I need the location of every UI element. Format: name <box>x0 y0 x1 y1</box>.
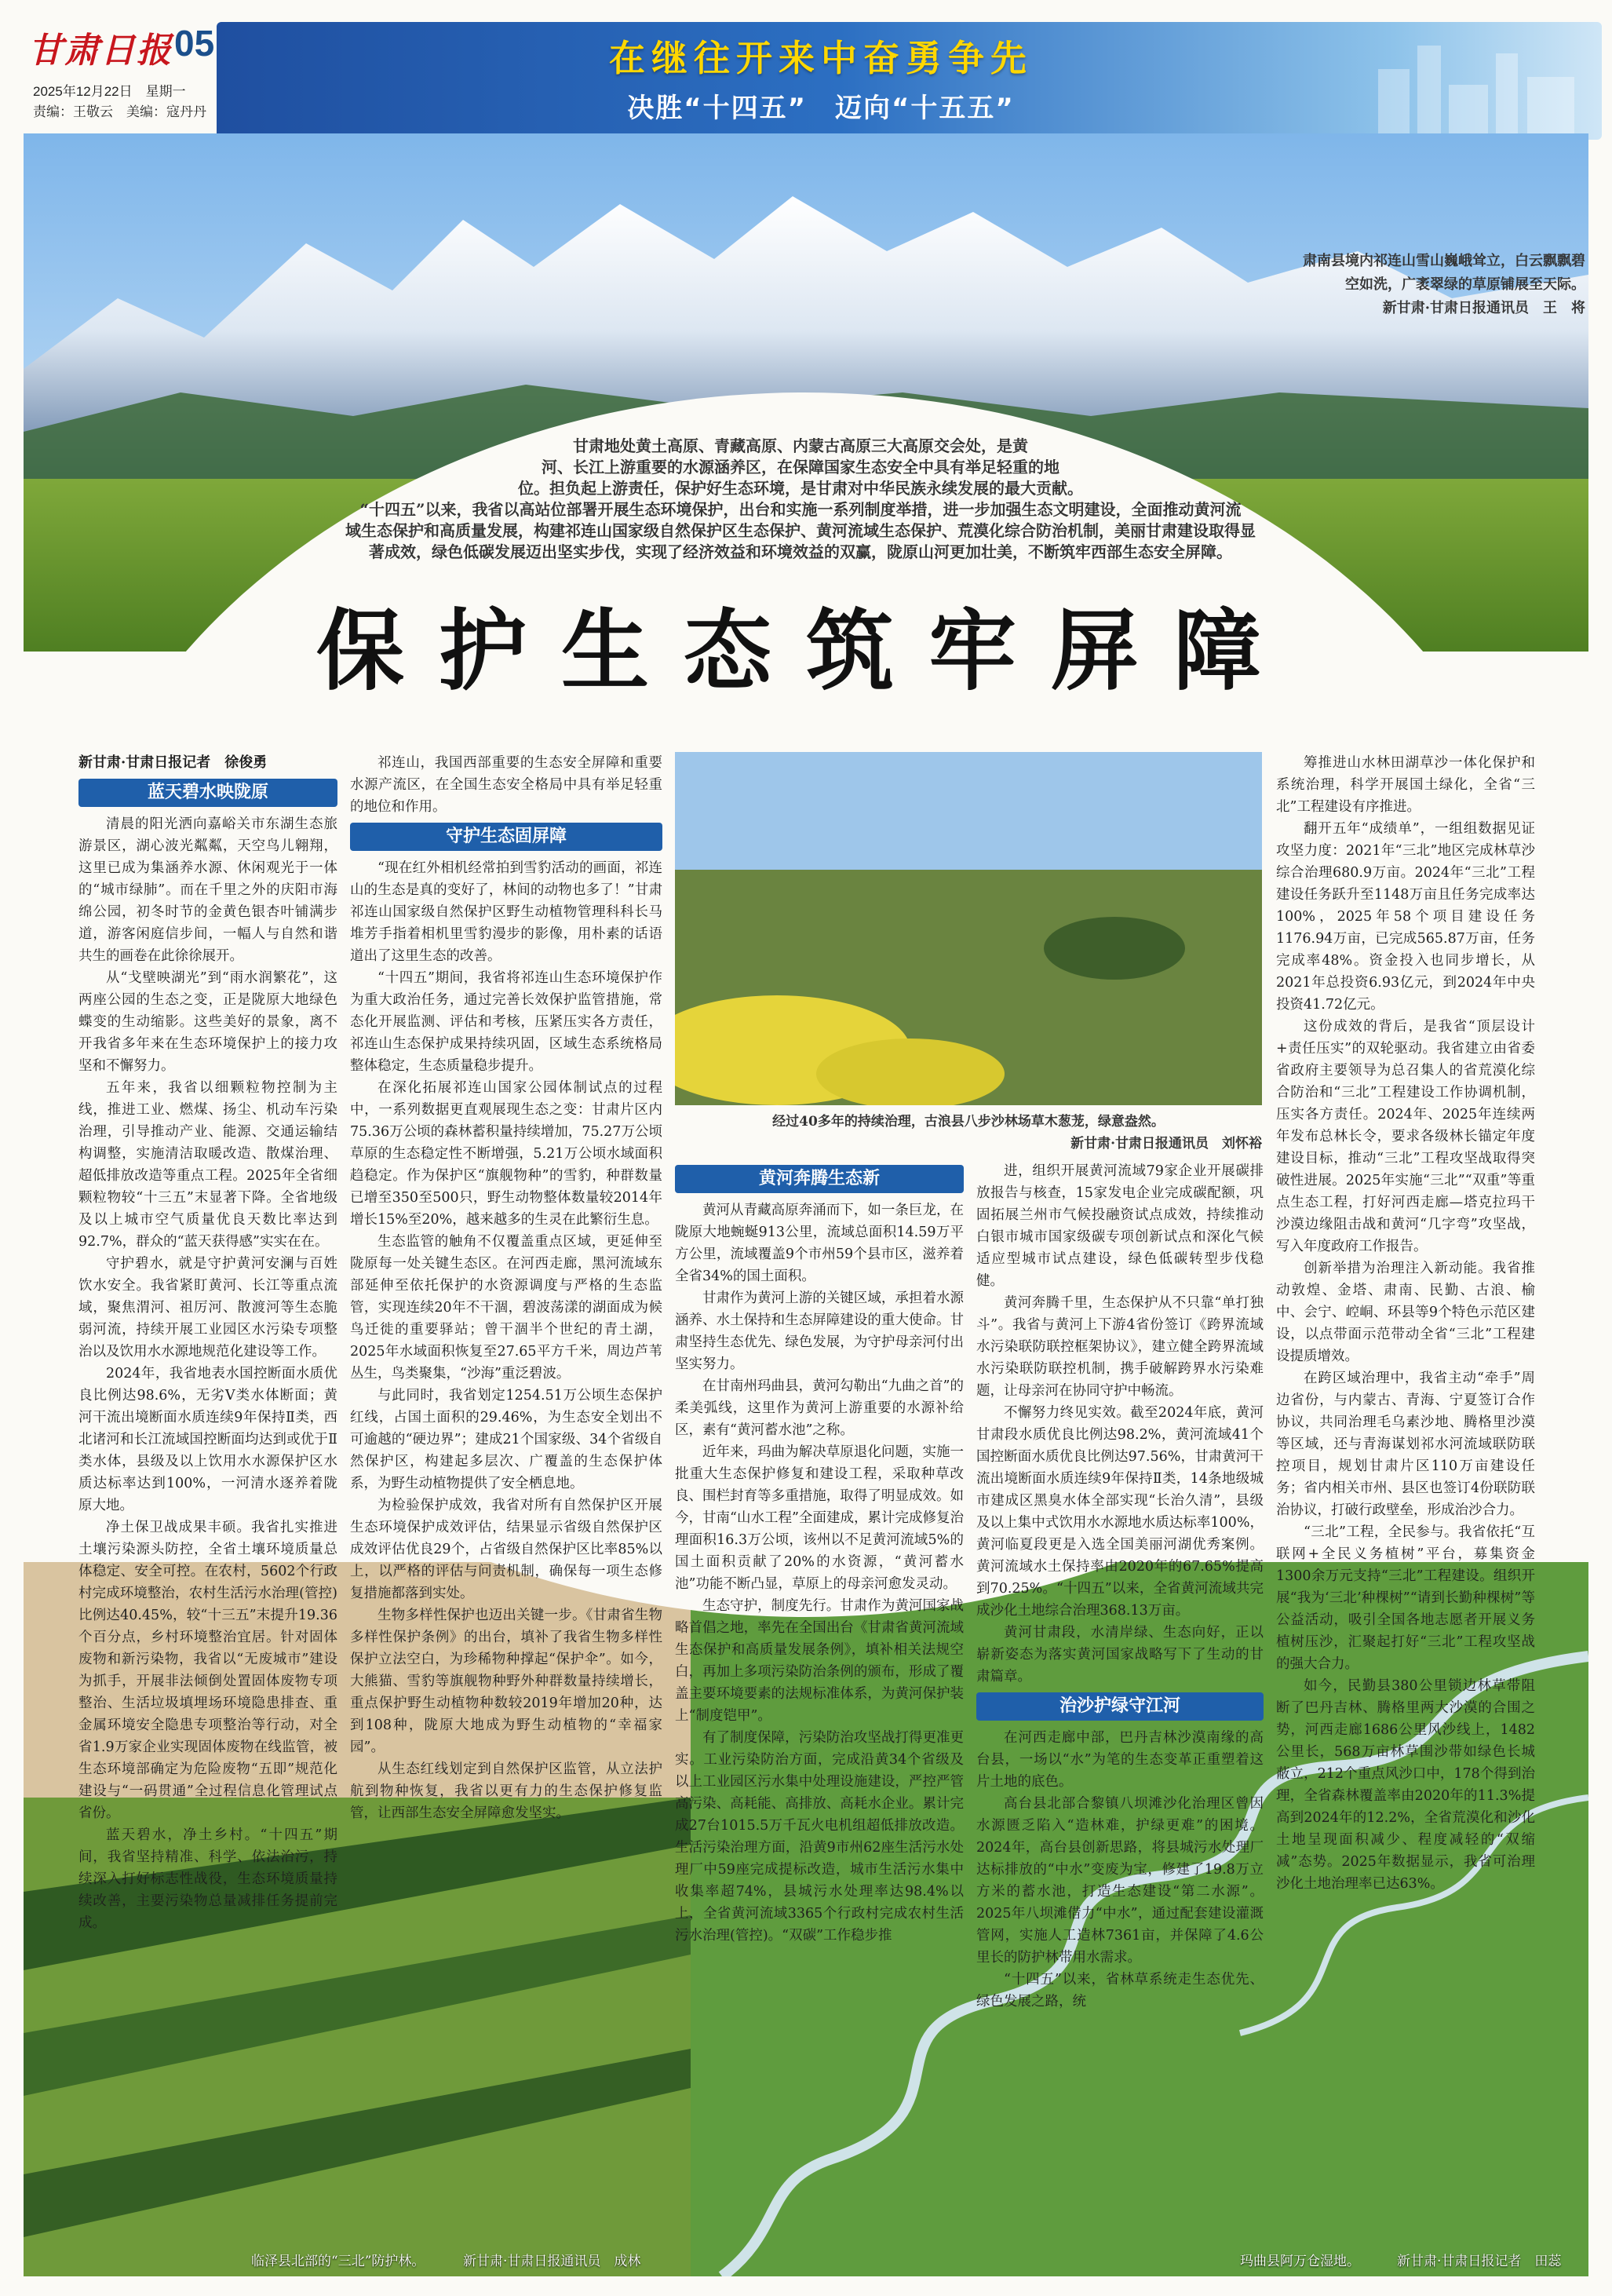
hero-caption-line: 空如洗，广袤翠绿的草原铺展至天际。 <box>1345 276 1585 293</box>
article-paragraph: 在深化拓展祁连山国家公园体制试点的过程中，一系列数据更直观展现生态之变：甘肃片区内75.36万公顷的森林蓄积量持续增加，75.27万公顷草原的生态稳定性不断增强，5.21万公顷水域面积趋稳定。作为保护区“旗舰物种”的雪豹，种群数量已增至350至500只，野生动物整体数量较2014年增长15%至20%，越来越多的生灵在此繁衍生息。 <box>350 1080 662 1228</box>
article-paragraph: 不懈努力终见实效。截至2024年底，黄河甘肃段水质优良比例达98.2%，黄河流域41个国控断面水质优良比例达97.56%，甘肃黄河干流出境断面水质连续9年保持Ⅱ类，14条地级城市建成区黑臭水体全部实现“长治久清”，县级及以上集中式饮用水水源地水质达标率100%，黄河临夏段更是入选全国美丽河湖优秀案例。黄河流域水土保持率由2020年的67.65%提高到70.25%。“十四五”以来，全省黄河流域共完成沙化土地综合治理368.13万亩。 <box>976 1405 1264 1619</box>
article-paragraph: 蓝天碧水，净土乡村。“十四五”期间，我省坚持精准、科学、依法治污，持续深入打好标志性战役，生态环境质量持续改善，主要污染物总量减排任务提前完成。 <box>78 1827 337 1931</box>
article-paragraph: 进，组织开展黄河流域79家企业开展碳排放报告与核查，15家发电企业完成碳配额，巩固拓展兰州市气候投融资试点成效，持续推动白银市城市国家级碳专项创新试点和深化气候适应型城市试点建设，绿色低碳转型步伐稳健。 <box>976 1163 1264 1289</box>
article-paragraph: 五年来，我省以细颗粒物控制为主线，推进工业、燃煤、扬尘、机动车污染治理，引导推动产业、能源、交通运输结构调整，实施清洁取暖改造、散煤治理、超低排放改造等重点工程。2025年全省细颗粒物较“十三五”末显著下降。全省地级及以上城市空气质量优良天数比率达到92.7%，群众的“蓝天获得感”实实在在。 <box>78 1080 337 1250</box>
paragraph-list <box>976 1160 1264 1688</box>
article-column-3 <box>675 1160 964 1947</box>
mid-photo-caption: 经过40多年的持续治理，古浪县八步沙林场草木葱茏，绿意盎然。 <box>772 1114 1165 1130</box>
article-column-1 <box>78 752 337 1934</box>
building-decoration <box>1496 53 1518 140</box>
section-heading: 蓝天碧水映陇原 <box>78 779 337 807</box>
article-paragraph: “十四五”期间，我省将祁连山生态环境保护作为重大政治任务，通过完善长效保护监管措施，常态化开展监测、评估和考核，压紧压实各方责任，祁连山生态保护成果持续巩固，区域生态系统格局整体稳定，生态质量稳步提升。 <box>350 970 662 1074</box>
article-paragraph: 2024年，我省地表水国控断面水质优良比例达98.6%，无劣Ⅴ类水体断面；黄河干流出境断面水质连续9年保持Ⅱ类，西北诸河和长江流域国控断面均达到或优于Ⅱ类水体，县级及以上饮用水水源保护区水质达标率达到100%，一河清水逐养着陇原大地。 <box>78 1366 337 1513</box>
hero-credit: 新甘肃·甘肃日报通讯员 王 将 <box>1382 300 1585 316</box>
section-heading: 黄河奔腾生态新 <box>675 1165 964 1193</box>
intro-line: 河、长江上游重要的水源涵养区，在保障国家生态安全中具有举足轻重的地 <box>542 458 1059 476</box>
intro-line: 位。担负起上游责任，保护好生态环境，是甘肃对中华民族永续发展的最大贡献。 <box>518 479 1083 498</box>
byline: 新甘肃·甘肃日报记者 徐俊勇 <box>78 754 268 771</box>
mid-photo <box>675 752 1262 1105</box>
article-paragraph: 为检验保护成效，我省对所有自然保护区开展生态环境保护成效评估，结果显示省级自然保护区成效评估优良29个，占省级自然保护区比率85%以上，以严格的评估与问责机制，确保每一项生态修复措施都落到实处。 <box>350 1498 662 1601</box>
banner-title: 在继往开来中奋勇争先 <box>609 37 1033 79</box>
article-paragraph: 翻开五年“成绩单”，一组组数据见证攻坚力度：2021年“三北”地区完成林草沙综合治理680.9万亩。2024年“三北”工程建设任务跃升至1148万亩且任务完成率达100%，2025年58个项目建设任务1176.94万亩，已完成565.87万亩，任务完成率48%。资金投入也同步增长，从2021年总投资6.93亿元，到2024年中央投资41.72亿元。 <box>1276 821 1535 1013</box>
article-paragraph: 在甘南州玛曲县，黄河勾勒出“九曲之首”的柔美弧线，这里作为黄河上游重要的水源补给区，素有“黄河蓄水池”之称。 <box>675 1378 964 1438</box>
article-paragraph: 生物多样性保护也迈出关键一步。《甘肃省生物多样性保护条例》的出台，填补了我省生物多样性保护立法空白，为珍稀物种撑起“保护伞”。如今，大熊猫、雪豹等旗舰物种野外种群数量持续增长，重点保护野生动植物种数较2019年增加20种，达到108种，陇原大地成为野生动植物的“幸福家园”。 <box>350 1608 662 1755</box>
article-paragraph: 甘肃作为黄河上游的关键区域，承担着水源涵养、水土保持和生态屏障建设的重大使命。甘肃坚持生态优先、绿色发展，为守护母亲河付出坚实努力。 <box>675 1290 964 1372</box>
intro-line: 域生态保护和高质量发展，构建祁连山国家级自然保护区生态保护、黄河流域生态保护、荒漠化综合防治机制，美丽甘肃建设取得显 <box>345 521 1256 540</box>
article-paragraph: 黄河从青藏高原奔涌而下，如一条巨龙，在陇原大地蜿蜒913公里，流域总面积14.59万平方公里，流域覆盖9个市州59个县市区，滋养着全省34%的国土面积。 <box>675 1203 964 1284</box>
paragraph-list <box>675 1199 964 1947</box>
hero-caption-line: 肃南县境内祁连山雪山巍峨耸立，白云飘飘碧 <box>1303 253 1585 269</box>
paragraph-list <box>1276 752 1535 1895</box>
bottom-left-credit: 新甘肃·甘肃日报通讯员 成林 <box>463 2254 641 2269</box>
banner <box>217 22 1602 140</box>
article-column-2 <box>350 752 662 1824</box>
article-paragraph: 有了制度保障，污染防治攻坚战打得更准更实。工业污染防治方面，完成沿黄34个省级及以上工业园区污水集中处理设施建设，严控严管高污染、高耗能、高排放、高耗水企业。累计完成27台1015.5万千瓦火电机组超低排放改造。生活污染治理方面，沿黄9市州62座生活污水处理厂中59座完成提标改造，城市生活污水集中收集率超74%，县城污水处理率达98.4%以上，全省黄河流域3365个行政村完成农村生活污水治理(管控)。“双碳”工作稳步推 <box>675 1730 964 1944</box>
article-paragraph: 生态监管的触角不仅覆盖重点区域，更延伸至陇原每一处关键生态区。在河西走廊，黑河流域东部延伸至依托保护的水资源调度与严格的生态监管，实现连续20年不干涸，碧波荡漾的湖面成为候鸟迁徙的重要驿站；曾干涸半个世纪的青土湖，2025年水域面积恢复至27.65平方千米，周边芦苇丛生，鸟类聚集，“沙海”重泛碧波。 <box>350 1234 662 1382</box>
article-column-4 <box>976 1160 1264 2013</box>
bottom-right-credit: 新甘肃·甘肃日报记者 田蕊 <box>1397 2254 1562 2269</box>
building-decoration <box>1527 77 1574 140</box>
paragraph-list <box>976 1727 1264 2013</box>
paragraph-list <box>78 813 337 1934</box>
dateline: 2025年12月22日 星期一 <box>33 84 186 99</box>
intro-lead <box>259 436 1342 563</box>
article-paragraph: “十四五”以来，省林草系统走生态优先、绿色发展之路，统 <box>976 1972 1264 2009</box>
building-decoration <box>1449 85 1488 140</box>
section-heading: 守护生态固屏障 <box>350 823 662 851</box>
article-paragraph: 如今，民勤县380公里锁边林草带阻断了巴丹吉林、腾格里两大沙漠的合围之势，河西走廊1686公里风沙线上，1482公里长，568万亩林草围沙带如绿色长城蔽立，212个重点风沙口中，178个得到治理，全省森林覆盖率由2020年的11.3%提高到2024年的12.2%，全省荒漠化和沙化土地呈现面积减少、程度减轻的“双缩减”态势。2025年数据显示，我省可治理沙化土地治理率已达63%。 <box>1276 1678 1535 1892</box>
mid-photo-credit: 新甘肃·甘肃日报通讯员 刘怀裕 <box>1070 1136 1262 1152</box>
article-paragraph: 从“戈壁映湖光”到“雨水润繁花”，这两座公园的生态之变，正是陇原大地绿色蝶变的生动缩影。这些美好的景象，离不开我省多年来在生态环境保护上的接力攻坚和不懈努力。 <box>78 970 337 1074</box>
article-paragraph: 与此同时，我省划定1254.51万公顷生态保护红线，占国土面积的29.46%，为生态安全划出不可逾越的“硬边界”；建成21个国家级、34个省级自然保护区，构建起多层次、广覆盖的生态保护体系，为野生动植物提供了安全栖息地。 <box>350 1388 662 1491</box>
article-paragraph: “现在红外相机经常拍到雪豹活动的画面，祁连山的生态是真的变好了，林间的动物也多了！”甘肃祁连山国家级自然保护区野生动植物管理科科长马堆芳手指着相机里雪豹漫步的影像，用朴素的话语道出了这里生态的改善。 <box>350 860 662 964</box>
paragraph-list <box>350 857 662 1824</box>
article-paragraph: “三北”工程，全民参与。我省依托“互联网+全民义务植树”平台，募集资金1300余万元支持“三北”工程建设。组织开展“我为‘三北’种棵树”“请到长勤种棵树”等公益活动，吸引全国各地志愿者开展义务植树压沙，汇聚起打好“三北”工程攻坚战的强大合力。 <box>1276 1524 1535 1672</box>
intro-line: 甘肃地处黄土高原、青藏高原、内蒙古高原三大高原交会处，是黄 <box>573 436 1028 455</box>
article-paragraph: 黄河奔腾千里，生态保护从不只靠“单打独斗”。我省与黄河上下游4省份签订《跨界流域水污染联防联控框架协议》，建立健全跨界流域水污染联防联控机制，携手破解跨界水污染难题，让母亲河在协同守护中畅流。 <box>976 1295 1264 1399</box>
article-paragraph: 祁连山，我国西部重要的生态安全屏障和重要水源产流区，在全国生态安全格局中具有举足轻重的地位和作用。 <box>350 755 662 815</box>
article-paragraph: 近年来，玛曲为解决草原退化问题，实施一批重大生态保护修复和建设工程，采取种草改良、围栏封育等多重措施，取得了明显成效。如今，甘南“山水工程”全面建成，累计完成修复治理面积16.3万公顷，该州以不足黄河流域5%的国土面积贡献了20%的水资源，“黄河蓄水池”功能不断凸显，草原上的母亲河愈发灵动。 <box>675 1444 964 1592</box>
bottom-left-caption: 临泽县北部的“三北”防护林。 <box>251 2254 425 2269</box>
article-paragraph: 在河西走廊中部，巴丹吉林沙漠南缘的高台县，一场以“水”为笔的生态变革正重塑着这片土地的底色。 <box>976 1730 1264 1790</box>
article-paragraph: 从生态红线划定到自然保护区监管，从立法护航到物种恢复，我省以更有力的生态保护修复监管，让西部生态安全屏障愈发坚实。 <box>350 1761 662 1821</box>
editors-line: 责编：王敬云 美编：寇丹丹 <box>33 104 206 119</box>
newspaper-logo: 甘肃日报 <box>28 31 173 71</box>
banner-subtitle: 决胜“十四五” 迈向“十五五” <box>627 93 1015 124</box>
intro-line: 著成效，绿色低碳发展迈出坚实步伐，实现了经济效益和环境效益的双赢，陇原山河更加壮美，不断筑牢西部生态安全屏障。 <box>369 542 1232 561</box>
section-heading: 治沙护绿守江河 <box>976 1692 1264 1721</box>
bottom-right-caption: 玛曲县阿万仓湿地。 <box>1240 2254 1360 2269</box>
article-paragraph: 生态守护，制度先行。甘肃作为黄河国家战略首倡之地，率先在全国出台《甘肃省黄河流域生态保护和高质量发展条例》，填补相关法规空白，再加上多项污染防治条例的颁布，形成了覆盖主要环境要素的法规标准体系，为黄河保护装上“制度铠甲”。 <box>675 1598 964 1724</box>
page-headline: 保护生态筑牢屏障 <box>316 600 1296 703</box>
article-paragraph: 清晨的阳光洒向嘉峪关市东湖生态旅游景区，湖心波光粼粼，天空鸟儿翱翔，这里已成为集涵养水源、休闲观光于一体的“城市绿肺”。而在千里之外的庆阳市海绵公园，初冬时节的金黄色银杏叶铺满步道，游客闲庭信步间，一幅人与自然和谐共生的画卷在此徐徐展开。 <box>78 816 337 964</box>
article-paragraph: 创新举措为治理注入新动能。我省推动敦煌、金塔、肃南、民勤、古浪、榆中、会宁、崆峒、环县等9个特色示范区建设，以点带面示范带动全省“三北”工程建设提质增效。 <box>1276 1261 1535 1364</box>
article-paragraph: 在跨区域治理中，我省主动“牵手”周边省份，与内蒙古、青海、宁夏签订合作协议，共同治理毛乌素沙地、腾格里沙漠等区域，还与青海谋划祁水河流域联防联控项目，规划甘肃片区110万亩建设任务；省内相关市州、县区也签订4份联防联治协议，打破行政壁垒，形成治沙合力。 <box>1276 1371 1535 1518</box>
page-number: 05 <box>174 23 215 64</box>
article-paragraph: 净土保卫战成果丰硕。我省扎实推进土壤污染源头防控，全省土壤环境质量总体稳定、安全可控。在农村，5602个行政村完成环境整治，农村生活污水治理(管控)比例达40.45%，较“十三五”末提升19.36个百分点，乡村环境整治宜居。针对固体废物和新污染物，我省以“无废城市”建设为抓手，开展非法倾倒处置固体废物专项整治、生活垃圾填埋场环境隐患排查、重金属环境安全隐患专项整治等行动，对全省1.9万家企业实现固体废物在线监管，被生态环境部确定为危险废物“五即”规范化建设与“一码贯通”全过程信息化管理试点省份。 <box>78 1520 337 1821</box>
article-paragraph: 筹推进山水林田湖草沙一体化保护和系统治理，科学开展国土绿化，全省“三北”工程建设有序推进。 <box>1276 755 1535 815</box>
intro-line: “十四五”以来，我省以高站位部署开展生态环境保护，出台和实施一系列制度举措，进一步加强生态文明建设，全面推动黄河流 <box>359 500 1242 519</box>
paragraph-list <box>350 752 662 818</box>
article-paragraph: 高台县北部合黎镇八坝滩沙化治理区曾因水源匮乏陷入“造林难，护绿更难”的困境。2024年，高台县创新思路，将县城污水处理厂达标排放的“中水”变废为宝，修建了19.8万立方米的蓄水池，打造生态建设“第二水源”。2025年八坝滩借力“中水”，通过配套建设灌溉管网，实施人工造林7361亩，并保障了4.6公里长的防护林带用水需求。 <box>976 1796 1264 1966</box>
hero-caption <box>1271 250 1585 320</box>
article-paragraph: 黄河甘肃段，水清岸绿、生态向好，正以崭新姿态为落实黄河国家战略写下了生动的甘肃篇章。 <box>976 1625 1264 1685</box>
forest-farm-illustration <box>675 752 1262 1105</box>
building-decoration <box>1417 46 1441 140</box>
building-decoration <box>1378 69 1410 140</box>
article-paragraph: 守护碧水，就是守护黄河安澜与百姓饮水安全。我省紧盯黄河、长江等重点流域，聚焦渭河、祖厉河、散渡河等生态脆弱河流，持续开展工业园区水污染专项整治以及饮用水水源地规范化建设等工作。 <box>78 1256 337 1360</box>
article-paragraph: 这份成效的背后，是我省“顶层设计+责任压实”的双轮驱动。我省建立由省委省政府主要领导为总召集人的省荒漠化综合防治和“三北”工程建设工作协调机制，压实各方责任。2024年、2025年连续两年发布总林长令，要求各级林长锚定年度建设目标，推动“三北”工程攻坚战取得突破性进展。2025年实施“三北”“双重”等重点生态工程，打好河西走廊—塔克拉玛干沙漠边缘阻击战和黄河“几字弯”攻坚战，写入年度政府工作报告。 <box>1276 1019 1535 1254</box>
masthead <box>28 22 1598 132</box>
article-column-5 <box>1276 752 1535 1895</box>
